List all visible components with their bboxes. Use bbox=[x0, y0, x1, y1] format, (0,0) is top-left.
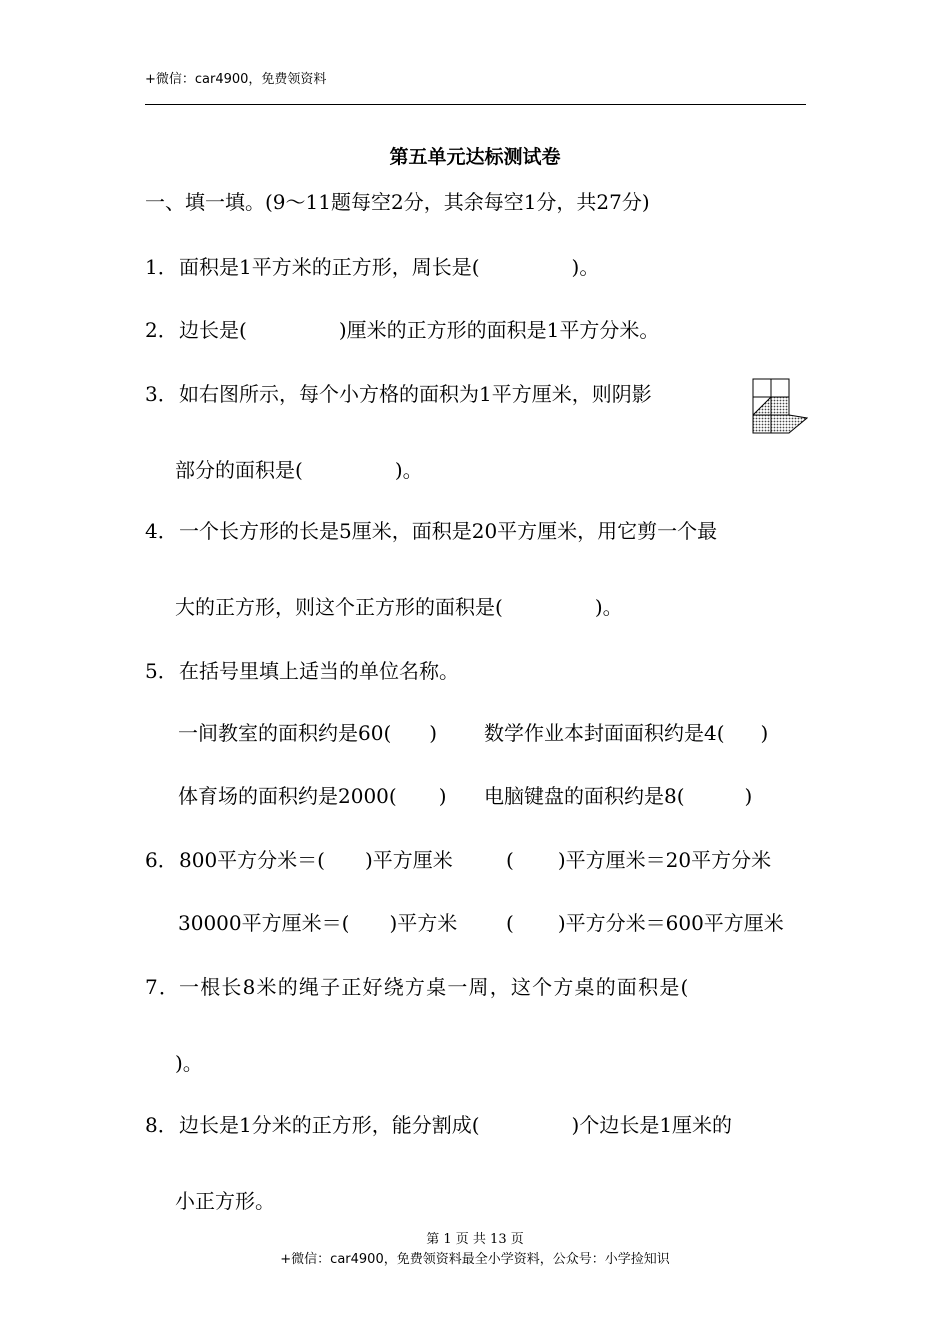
question-number: 1． bbox=[145, 255, 178, 279]
question-5 bbox=[145, 655, 459, 684]
question-5-row2-right bbox=[484, 780, 752, 809]
question-5-row1 bbox=[178, 717, 437, 746]
question-text: )平方米 bbox=[389, 911, 458, 935]
question-text: 大的正方形，则这个正方形的面积是( bbox=[175, 595, 503, 619]
question-text: 体育场的面积约是2000( bbox=[178, 784, 397, 808]
question-text: ( bbox=[506, 911, 514, 935]
question-7 bbox=[145, 971, 690, 1000]
question-7-cont bbox=[175, 1047, 203, 1076]
question-text: 一根长8米的绳子正好绕方桌一周，这个方桌的面积是( bbox=[179, 975, 690, 999]
question-8-cont bbox=[175, 1185, 275, 1214]
question-5-row1-right bbox=[484, 717, 768, 746]
question-text: 在括号里填上适当的单位名称。 bbox=[179, 659, 459, 683]
question-number: 2． bbox=[145, 318, 178, 342]
question-8 bbox=[145, 1109, 732, 1138]
question-text: 数学作业本封面面积约是4( bbox=[484, 721, 725, 745]
section-heading: 一、填一填。(9～11题每空2分，其余每空1分，共27分) bbox=[145, 190, 650, 214]
question-number: 5． bbox=[145, 659, 178, 683]
question-text: )个边长是1厘米的 bbox=[571, 1113, 733, 1137]
question-number: 7． bbox=[145, 975, 181, 999]
question-text: 电脑键盘的面积约是8( bbox=[484, 784, 685, 808]
question-6-row2-right bbox=[506, 907, 784, 936]
question-text: 如右图所示，每个小方格的面积为1平方厘米，则阴影 bbox=[179, 382, 652, 406]
question-number: 4． bbox=[145, 519, 178, 543]
question-text: ) bbox=[760, 721, 769, 745]
question-text: )。 bbox=[175, 1051, 203, 1075]
question-text: 边长是( bbox=[179, 318, 247, 342]
page-number: 第 1 页 共 13 页 bbox=[426, 1232, 524, 1247]
question-text: 800平方分米＝( bbox=[179, 848, 325, 872]
question-4-cont bbox=[175, 591, 623, 620]
question-text: 一个长方形的长是5厘米，面积是20平方厘米，用它剪一个最 bbox=[179, 519, 718, 543]
question-text: )。 bbox=[394, 458, 423, 482]
question-text: ( bbox=[506, 848, 514, 872]
question-6-row1 bbox=[145, 844, 453, 873]
footer-wechat: +微信：car4900，免费领资料最全小学资料，公众号：小学捡知识 bbox=[280, 1252, 670, 1267]
question-6-row1-right bbox=[506, 844, 771, 873]
question-text: 一间教室的面积约是60( bbox=[178, 721, 392, 745]
question-number: 6． bbox=[145, 848, 178, 872]
question-text: ) bbox=[744, 784, 753, 808]
question-text: )平方厘米 bbox=[364, 848, 453, 872]
header-text: +微信：car4900，免费领资料 bbox=[145, 72, 327, 87]
question-3 bbox=[145, 378, 652, 407]
question-text: 部分的面积是( bbox=[175, 458, 303, 482]
question-text: )。 bbox=[594, 595, 623, 619]
shaded-grid-figure bbox=[752, 378, 808, 438]
question-text: )。 bbox=[571, 255, 600, 279]
header-divider bbox=[145, 104, 806, 105]
question-text: )平方分米＝600平方厘米 bbox=[557, 911, 784, 935]
question-number: 3． bbox=[145, 382, 178, 406]
question-text: 面积是1平方米的正方形，周长是( bbox=[179, 255, 480, 279]
question-text: ) bbox=[429, 721, 438, 745]
question-text: )平方厘米＝20平方分米 bbox=[557, 848, 772, 872]
question-5-row2 bbox=[178, 780, 447, 809]
question-text: ) bbox=[438, 784, 447, 808]
question-text: )厘米的正方形的面积是1平方分米。 bbox=[338, 318, 660, 342]
question-text: 小正方形。 bbox=[175, 1189, 275, 1213]
question-number: 8． bbox=[145, 1113, 178, 1137]
question-text: 边长是1分米的正方形，能分割成( bbox=[179, 1113, 480, 1137]
question-3-cont bbox=[175, 454, 423, 483]
question-4 bbox=[145, 515, 717, 544]
page-title: 第五单元达标测试卷 bbox=[389, 146, 561, 168]
question-2 bbox=[145, 314, 659, 343]
question-text: 30000平方厘米＝( bbox=[178, 911, 350, 935]
question-1 bbox=[145, 251, 599, 280]
question-6-row2 bbox=[178, 907, 457, 936]
